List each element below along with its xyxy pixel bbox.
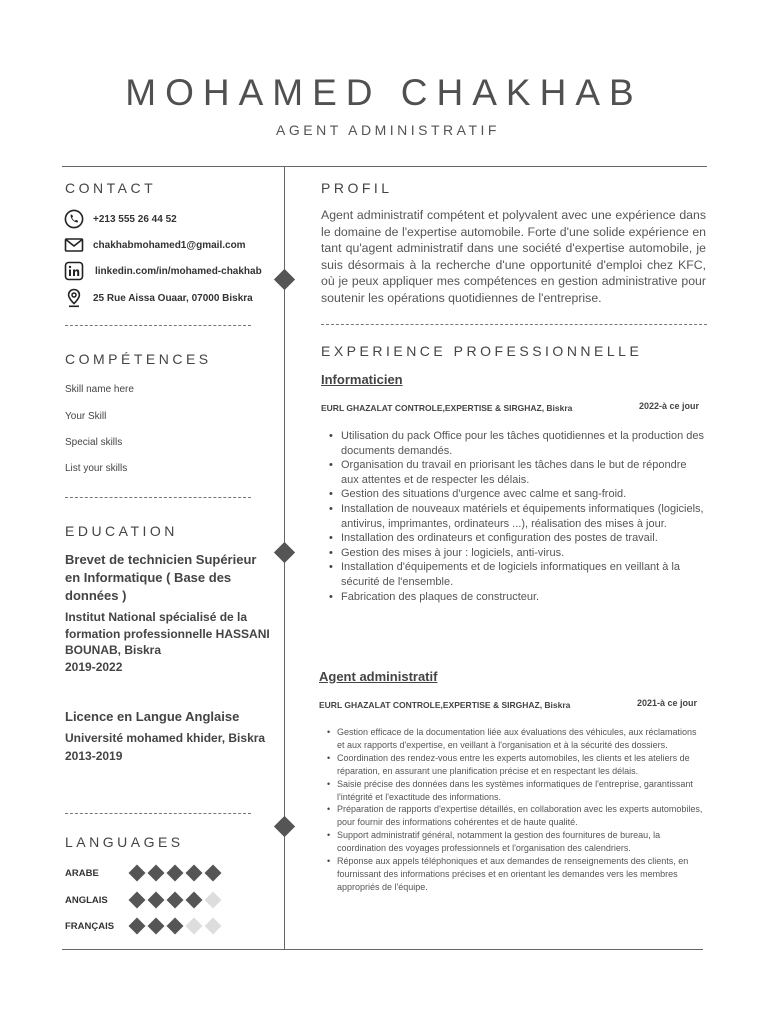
divider-diamond: [274, 269, 295, 290]
job-bullet-item: • Installation des ordinateurs et configuration des postes de travail.: [341, 531, 707, 546]
job-bullet-item: • Organisation du travail en priorisant les tâches dans le but de répondre aux attentes et de respecter les délais.: [341, 458, 707, 487]
job-bullet-item: • Coordination des rendez-vous entre les experts automobiles, les clients et les ateliers de réparation, en assurant une planification précise et en respectant les délais.: [337, 752, 703, 778]
contact-email-text: chakhabmohamed1@gmail.com: [93, 239, 246, 251]
location-pin-icon: [64, 288, 84, 308]
level-diamond: [167, 892, 184, 909]
language-level: [131, 920, 226, 932]
education-school: Institut National spécialisé de la formation professionnelle HASSANI BOUNAB, Biskra: [65, 610, 270, 657]
language-row: [65, 891, 226, 909]
education-years: 2019-2022: [65, 660, 123, 674]
divider-diamond: [274, 542, 295, 563]
skills-heading: COMPÉTENCES: [65, 351, 212, 367]
section-divider: [65, 497, 251, 498]
contact-linkedin-text: linkedin.com/in/mohamed-chakhab: [95, 265, 262, 277]
language-row: [65, 864, 226, 882]
level-diamond: [148, 865, 165, 882]
job-bullet-item: • Réponse aux appels téléphoniques et aux demandes de renseignements des clients, en fournissant des informations précises et en orientant les demandes vers les membres appropriés de l'équipe.: [337, 855, 703, 894]
level-diamond: [129, 865, 146, 882]
education-degree: Licence en Langue Anglaise: [65, 709, 240, 724]
phone-icon: [64, 209, 84, 229]
job-bullet-item: • Gestion des situations d'urgence avec calme et sang-froid.: [341, 487, 707, 502]
job-bullet-item: • Saisie précise des données dans les systèmes informatiques de l'entreprise, garantissant l'intégrité et l'exactitude des informations.: [337, 778, 703, 804]
contact-email: [64, 235, 246, 255]
job-bullet-item: • Utilisation du pack Office pour les tâches quotidiennes et la production des documents demandés.: [341, 429, 707, 458]
education-degree: Brevet de technicien Supérieur en Informatique ( Base des données ): [65, 552, 257, 603]
contact-linkedin: [64, 261, 262, 281]
section-divider: [65, 325, 251, 326]
language-name: ARABE: [65, 867, 99, 879]
language-level: [131, 867, 226, 879]
education-heading: EDUCATION: [65, 523, 178, 539]
contact-phone-text: +213 555 26 44 52: [93, 213, 177, 225]
language-level: [131, 894, 226, 906]
contact-phone: [64, 209, 177, 229]
profile-text: Agent administratif compétent et polyvalent avec une expérience dans le domaine de l'expertise automobile. Forte d'une solide expérience en tant qu'agent administratif dans une société d'expertise automobile, je suis désormais à la recherche d'une opportunité d'emploi chez KFC, où je peux appliquer mes compétences en gestion administrative pour soutenir les opérations quotidiennes de l'entreprise.: [321, 208, 706, 305]
skill-item: List your skills: [65, 463, 128, 474]
level-diamond: [205, 865, 222, 882]
level-diamond: [205, 892, 222, 909]
level-diamond: [205, 918, 222, 935]
job-bullet-item: • Installation de nouveaux matériels et équipements informatiques (logiciels, antivirus, imprimantes, ordinateurs ...), réalisation des mises à jour.: [341, 502, 707, 531]
job-bullet-item: • Gestion efficace de la documentation liée aux évaluations des véhicules, aux réclamations et aux rapports d'expertise, en veillant à l'organisation et à la sécurité des dossiers.: [337, 726, 703, 752]
level-diamond: [186, 865, 203, 882]
resume-job-title: AGENT ADMINISTRATIF: [276, 122, 500, 138]
language-row: [65, 917, 226, 935]
level-diamond: [167, 865, 184, 882]
resume-name: MOHAMED CHAKHAB: [125, 72, 643, 113]
language-name: FRANÇAIS: [65, 920, 115, 932]
level-diamond: [167, 918, 184, 935]
contact-address: [64, 288, 253, 308]
education-years: 2013-2019: [65, 749, 123, 763]
job-dates: 2021-à ce jour: [637, 698, 698, 708]
skill-item: Special skills: [65, 437, 123, 448]
job-bullet-item: • Support administratif général, notamment la gestion des fournitures de bureau, la coordination des voyages professionnels et l'organisation des calendriers.: [337, 829, 703, 855]
email-icon: [64, 235, 84, 255]
job-bullet-item: • Installation d'équipements et de logiciels informatiques en veillant à la sécurité de l'ensemble.: [341, 560, 707, 589]
top-divider: [62, 166, 707, 167]
level-diamond: [186, 918, 203, 935]
contact-heading: CONTACT: [65, 180, 157, 196]
job-bullet-item: • Préparation de rapports d'expertise détaillés, en collaboration avec les experts automobiles, pour fournir des informations cohérentes et de haute qualité.: [337, 803, 703, 829]
education-school: Université mohamed khider, Biskra: [65, 731, 266, 745]
level-diamond: [129, 892, 146, 909]
level-diamond: [129, 918, 146, 935]
bottom-divider: [62, 949, 703, 950]
experience-heading: EXPERIENCE PROFESSIONNELLE: [321, 343, 643, 359]
job-bullet-item: • Fabrication des plaques de constructeur.: [341, 590, 707, 605]
linkedin-icon: [64, 261, 84, 281]
contact-address-text: 25 Rue Aissa Ouaar, 07000 Biskra: [93, 292, 253, 304]
section-divider: [321, 324, 707, 325]
job-role: Informaticien: [321, 372, 403, 387]
job-role: Agent administratif: [319, 669, 438, 684]
job-company: EURL GHAZALAT CONTROLE,EXPERTISE & SIRGHAZ, Biskra: [321, 403, 573, 413]
section-divider: [65, 813, 251, 814]
job-bullets: [341, 429, 707, 604]
job-bullet-item: • Gestion des mises à jour : logiciels, anti-virus.: [341, 546, 707, 561]
level-diamond: [148, 918, 165, 935]
level-diamond: [186, 892, 203, 909]
profile-heading: PROFIL: [321, 180, 393, 196]
language-name: ANGLAIS: [65, 894, 108, 906]
job-bullets: [337, 726, 703, 894]
languages-heading: LANGUAGES: [65, 834, 184, 850]
job-company: EURL GHAZALAT CONTROLE,EXPERTISE & SIRGHAZ, Biskra: [319, 700, 571, 710]
level-diamond: [148, 892, 165, 909]
skill-item: Skill name here: [65, 384, 134, 395]
job-dates: 2022-à ce jour: [639, 401, 700, 411]
divider-diamond: [274, 816, 295, 837]
skill-item: Your Skill: [65, 411, 107, 422]
